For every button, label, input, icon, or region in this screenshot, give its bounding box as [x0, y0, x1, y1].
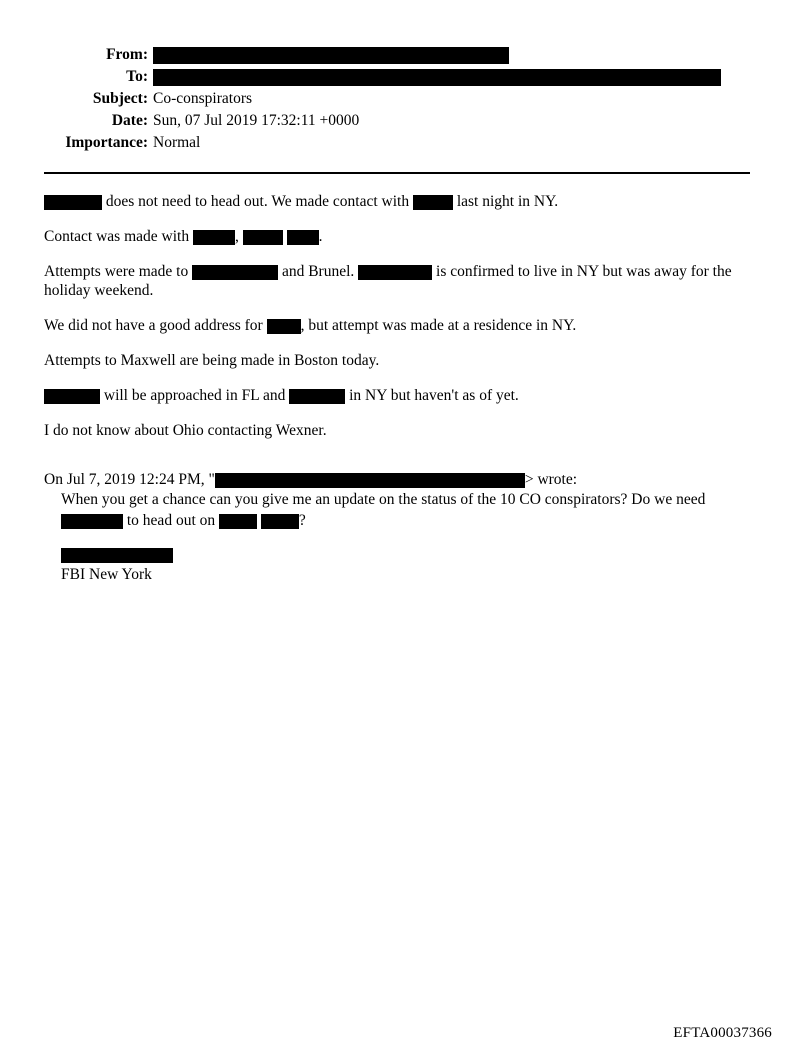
body-p6-redaction-0 [44, 389, 100, 404]
header-row-date [44, 110, 756, 132]
body-paragraph-p3 [44, 262, 744, 300]
body-paragraphs [44, 192, 744, 440]
redaction-bar-quote-sender [215, 473, 525, 488]
quote-q2-text-1: to head out on [123, 512, 219, 529]
body-p6-redaction-2 [289, 389, 345, 404]
header-row-from [44, 44, 756, 66]
body-p2-redaction-3 [243, 230, 283, 245]
signature-name [61, 545, 744, 564]
body-p3-redaction-3 [358, 265, 432, 280]
body-p7-text-0: I do not know about Ohio contacting Wexner. [44, 422, 327, 439]
header-value-importance: Normal [153, 134, 201, 151]
quote-intro-prefix: On Jul 7, 2019 12:24 PM, " [44, 471, 215, 488]
quote-q2-redaction-4 [261, 514, 299, 529]
header-row-subject [44, 88, 756, 110]
body-paragraph-p4 [44, 316, 744, 335]
body-p3-redaction-1 [192, 265, 278, 280]
body-p1-redaction-2 [413, 195, 453, 210]
body-p2-redaction-5 [287, 230, 319, 245]
quote-line-q1 [61, 490, 741, 509]
quote-q1-text-0: When you get a chance can you give me an update on the status of the 10 CO conspirators? Do we need [61, 491, 706, 508]
quoted-message [61, 490, 741, 530]
header-row-to [44, 66, 756, 88]
email-header-body [44, 44, 756, 154]
email-body [44, 192, 744, 584]
redaction-bar-to [153, 69, 721, 86]
quote-intro-line [44, 470, 744, 489]
body-paragraph-p5 [44, 351, 744, 370]
header-label-importance: Importance: [65, 134, 148, 151]
body-p2-text-0: Contact was made with [44, 228, 193, 245]
header-value-from [153, 44, 756, 66]
signature-spacer [44, 532, 744, 545]
signature-org: FBI New York [61, 566, 152, 583]
body-p2-text-6: . [318, 228, 323, 245]
body-p5-text-0: Attempts to Maxwell are being made in Boston today. [44, 352, 380, 369]
body-p1-redaction-0 [44, 195, 102, 210]
quote-line-q2 [61, 511, 741, 530]
body-p6-text-1: will be approached in FL and [100, 387, 290, 404]
header-row-importance [44, 132, 756, 154]
quote-intro-suffix: > wrote: [524, 471, 578, 488]
body-p2-text-2: , [234, 228, 243, 245]
header-label-subject: Subject: [92, 90, 148, 107]
header-label-from: From: [106, 46, 148, 63]
body-p4-text-0: We did not have a good address for [44, 317, 267, 334]
body-paragraph-p6 [44, 386, 744, 405]
header-label-to: To: [126, 68, 148, 85]
redaction-bar-signature [61, 548, 173, 563]
body-p2-redaction-1 [193, 230, 235, 245]
redaction-bar-from [153, 47, 509, 64]
quote-q2-redaction-0 [61, 514, 123, 529]
header-value-date: Sun, 07 Jul 2019 17:32:11 +0000 [153, 112, 360, 129]
header-label-date: Date: [111, 112, 148, 129]
bates-number: EFTA00037366 [673, 1025, 772, 1041]
body-p6-text-3: in NY but haven't as of yet. [345, 387, 519, 404]
email-header [44, 44, 756, 154]
body-p3-text-0: Attempts were made to [44, 263, 193, 280]
body-p4-text-2: , but attempt was made at a residence in NY. [300, 317, 577, 334]
body-p3-text-4: is confirmed to live in NY but was away for the holiday weekend. [44, 263, 732, 299]
header-divider [44, 172, 750, 174]
header-value-subject: Co-conspirators [153, 90, 253, 107]
body-p3-text-2: and Brunel. [278, 263, 359, 280]
body-p1-text-3: last night in NY. [452, 193, 559, 210]
body-paragraph-p7 [44, 421, 744, 440]
quote-q2-redaction-2 [219, 514, 257, 529]
body-p1-text-1: does not need to head out. We made contact with [102, 193, 413, 210]
body-paragraph-p2 [44, 227, 744, 246]
body-paragraph-p1 [44, 192, 744, 211]
quote-q2-text-5: ? [298, 512, 306, 529]
body-p4-redaction-1 [267, 319, 301, 334]
header-value-to [153, 66, 756, 88]
